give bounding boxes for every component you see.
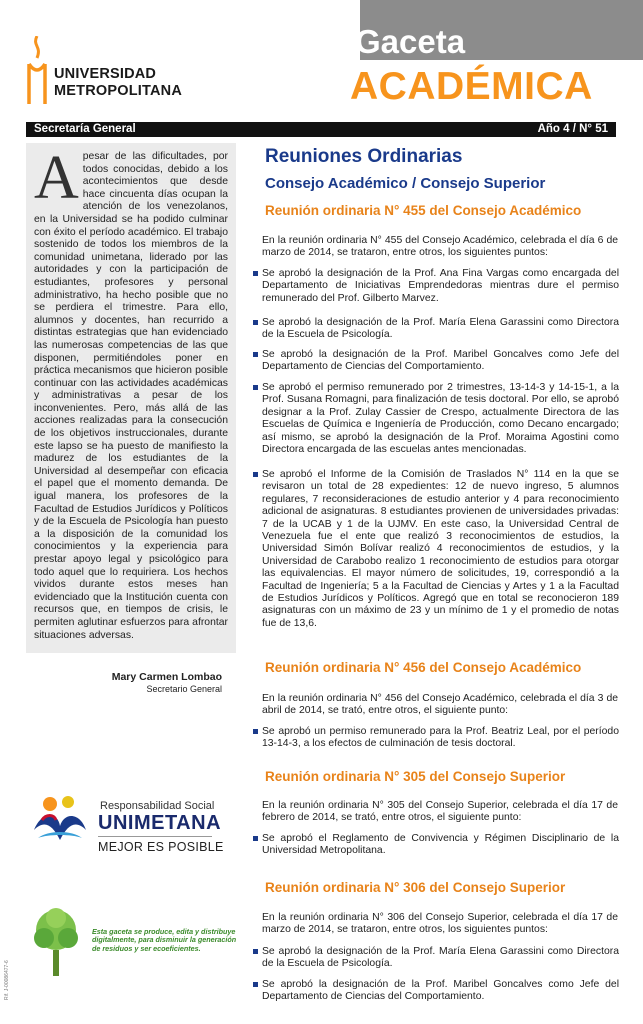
section-intro-455: En la reunión ordinaria N° 455 del Consejo Académico, celebrada el día 6 de marzo de 2014, se trataron, entre otros, los siguientes puntos:	[262, 235, 618, 259]
list-item: Se aprobó el permiso remunerado por 2 trimestres, 13-14-3 y 14-15-1, a la Prof. Susana Romagni, para finalización de tesis doctoral. Por ello, se aprobó designar a la Prof. Zulay Cassier de Crespo, actualmente Directora de las Escuelas de Química e Ingeniería de Producción, como Decano encargado; así mismo, se aprobó la designación de la Prof. Moraima Agostini como Directora encargada de las escuelas antes mencionadas.	[253, 382, 619, 456]
list-item: Se aprobó la designación de la Prof. Maribel Goncalves como Jefe del Departamento de Ciencias del Comportamiento.	[253, 979, 619, 1004]
rs-tagline: MEJOR ES POSIBLE	[98, 840, 224, 854]
list-item: Se aprobó la designación de la Prof. Ana Fina Vargas como encargada del Departamento de Iniciativas Emprendedoras mientras dure el permiso remunerado del Prof. Gilberto Marvez.	[253, 268, 619, 305]
bullet-icon	[253, 352, 258, 357]
section-intro-306: En la reunión ordinaria N° 306 del Consejo Superior, celebrada el día 17 de marzo de 2014, se trataron, entre otros, los siguientes puntos:	[262, 912, 618, 936]
list-item: Se aprobó la designación de la Prof. María Elena Garassini como Directora de la Escuela de Psicología.	[253, 946, 619, 971]
bullet-icon	[253, 729, 258, 734]
eco-message: Esta gaceta se produce, edita y distribuye digitalmente, para disminuir la generación de residuos y ser ecoeficientes.	[92, 927, 237, 953]
section-label: Secretaría General	[34, 123, 136, 135]
list-item: Se aprobó un permiso remunerado para la Prof. Beatriz Leal, por el período 13-14-3, a los efectos de culminación de tesis doctoral.	[253, 726, 619, 751]
section-title-455: Reunión ordinaria N° 455 del Consejo Académico	[265, 203, 582, 218]
rs-main-title: UNIMETANA	[98, 812, 222, 834]
section-intro-305: En la reunión ordinaria N° 305 del Consejo Superior, celebrada el día 17 de febrero de 2014, se trató, entre otros, el siguiente punto:	[262, 800, 618, 824]
section-title-305: Reunión ordinaria N° 305 del Consejo Superior	[265, 769, 566, 784]
section-bar	[26, 122, 616, 137]
section-title-306: Reunión ordinaria N° 306 del Consejo Superior	[265, 880, 566, 895]
section-intro-456: En la reunión ordinaria N° 456 del Consejo Académico, celebrada el día 3 de abril de 2014, se trató, entre otros, el siguiente punto:	[262, 693, 618, 717]
section-title-456: Reunión ordinaria N° 456 del Consejo Académico	[265, 660, 582, 675]
list-item: Se aprobó el Informe de la Comisión de Traslados N° 114 en la que se revisaron un total de 28 expedientes: 12 de nuevo ingreso, 5 alumnos regulares, 7 reconsideraciones de estudio anterior y 4 para reconocimiento adicional de asignaturas. 8 estudiantes provienen de universidades privadas: 7 de la UCAB y 1 de la UJMV. En este caso, la Universidad Central de Venezuela fue el ente que realizó 3 reconocimientos de estudios, la Universidad Simón Bolívar realizó 4 reconocimientos de estudios, y la Universidad de Carabobo realizo 1 reconocimiento de estudios para otorgar las equivalencias. El mayor número de solicitudes, 19, correspondió a la Facultad de Ingeniería; 5 a la Facultad de Ciencias y Artes y 1 a la Facultad de Estudios Jurídicos y Políticos. Agregó que en total se reconocieron 189 asignaturas con un máximo de 23 y un mínimo de 1 y el promedio de notas fue de 13,6.	[253, 469, 619, 630]
rs-subtitle: Responsabilidad Social	[100, 800, 215, 812]
bullet-icon	[253, 949, 258, 954]
gaceta-title: Gaceta	[355, 23, 466, 60]
ref-code: Rif. J-00086477-6	[4, 960, 10, 1000]
bullet-icon	[253, 320, 258, 325]
main-subtitle: Consejo Académico / Consejo Superior	[265, 175, 546, 192]
academica-title: ACADÉMICA	[350, 65, 593, 108]
bullet-icon	[253, 982, 258, 987]
bullet-icon	[253, 385, 258, 390]
editorial-box	[26, 143, 236, 653]
rs-unimetana-logo-icon	[28, 790, 92, 854]
main-title: Reuniones Ordinarias	[265, 146, 463, 167]
university-name: UNIVERSIDAD METROPOLITANA	[54, 66, 182, 99]
bullet-icon	[253, 271, 258, 276]
list-item: Se aprobó el Reglamento de Convivencia y Régimen Disciplinario de la Universidad Metropolitana.	[253, 833, 619, 858]
rs-divider	[98, 836, 212, 837]
editorial-text: pesar de las dificultades, por todos conocidas, debido a los acontecimientos que desde hace cincuenta días ocupan la atención de los venezolanos, en la Universidad se ha podido culminar con éxito el período académico. El trabajo sostenido de todos los miembros de la comunidad unimetana, liderado por las autoridades y con la participación de estudiantes, profesores y personal administrativo, ha hecho posible que no se perdiera el trimestre. Para ello, alumnos y docentes, han recurrido a distintas estrategias que han evidenciado las numerosas competencias de las que disponen, permitiéndoles poner en práctica mecanismos que hicieron posible continuar con las actividades académicas y administrativas a pesar de los inconvenientes. Pero, más allá de las acciones realizadas para la consecución de los objetivos instruccionales, durante este lapso se ha puesto de manifiesto la madurez de los estudiantes de la Universidad al desempeñar con eficacia el papel que el momento demanda. De igual manera, los profesores de la Facultad de Estudios Jurídicos y Políticos y de la Escuela de Psicología han puesto a la disposición de la comunidad los conocimientos y la experiencia para prestar apoyo legal y psicológico para todo aquel que lo requiriera. Los hechos vividos durante estos meses han evidenciado que la Institución cuenta con recursos que, en tiempos de crisis, le permiten aglutinar esfuerzos para afrontar situaciones adversas.	[34, 151, 228, 641]
unimet-logo-icon	[26, 36, 48, 106]
bullet-icon	[253, 472, 258, 477]
list-item: Se aprobó la designación de la Prof. Maribel Goncalves como Jefe del Departamento de Ciencias del Comportamiento.	[253, 349, 619, 374]
issue-label: Año 4 / N° 51	[537, 123, 608, 135]
eco-tree-icon	[28, 900, 84, 980]
editorial-dropcap: A	[34, 144, 79, 212]
bullet-icon	[253, 836, 258, 841]
list-item: Se aprobó la designación de la Prof. María Elena Garassini como Directora de la Escuela de Psicología.	[253, 317, 619, 342]
signature-role: Secretario General	[146, 684, 222, 694]
signature-name: Mary Carmen Lombao	[111, 671, 222, 683]
